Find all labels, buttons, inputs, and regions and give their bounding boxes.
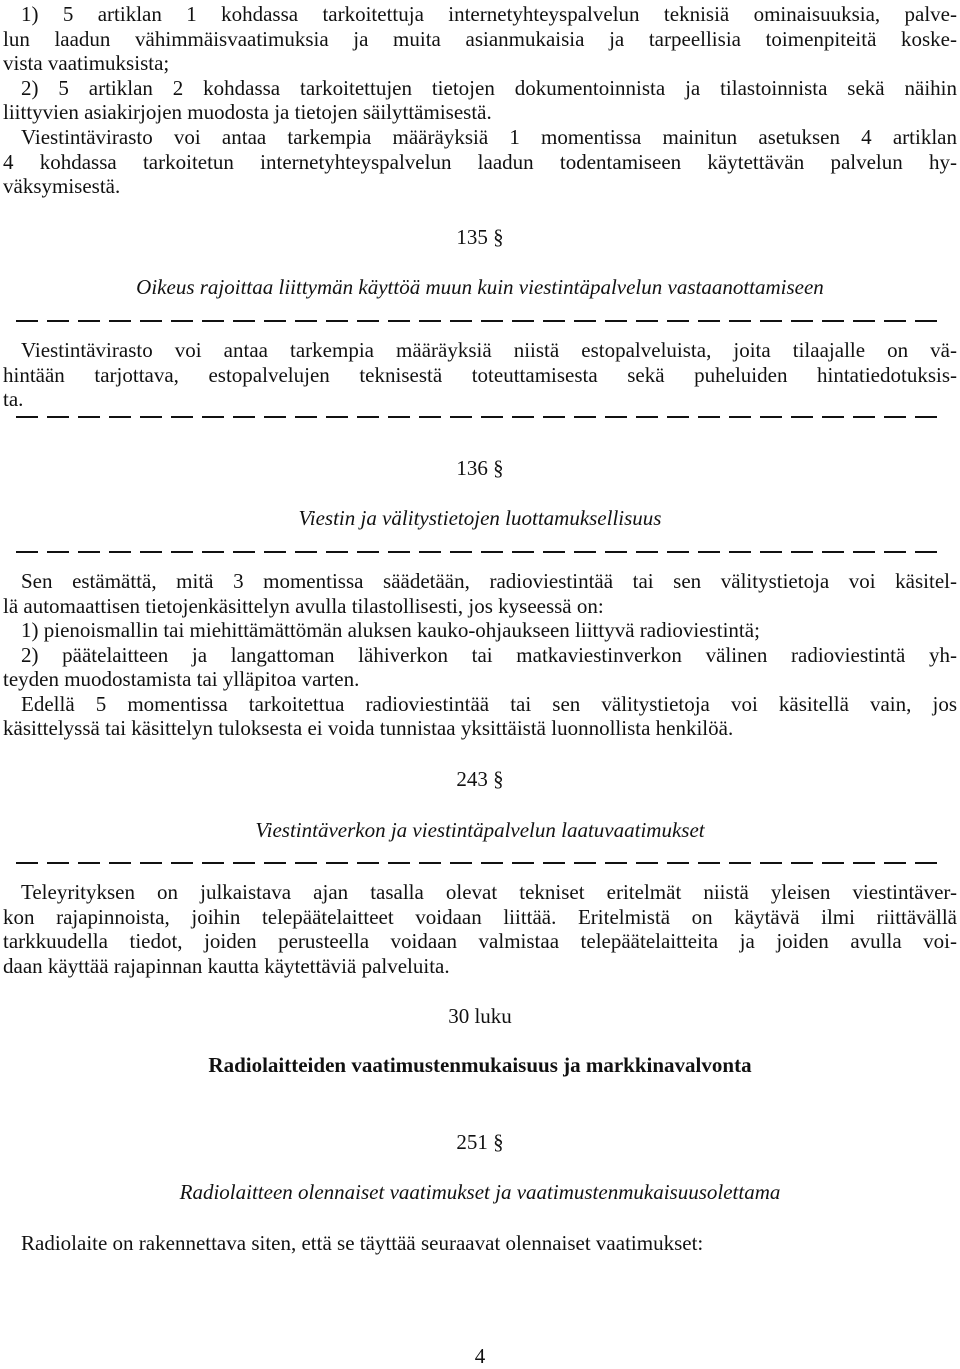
text-line: väksymisestä.: [3, 174, 121, 199]
text-line: Teleyrityksen on julkaistava ajan tasalla olevat tekniset eritelmät niistä yleisen viestintäver-: [21, 880, 957, 905]
intro-block: [3, 2, 957, 199]
text-line: liittyvien asiakirjojen muodosta ja tietojen säilyttämisestä.: [3, 100, 492, 125]
text-line: tarkkuudella tiedot, joiden perusteella voidaan valmistaa telepäätelaitteita ja joiden avulla voi-: [3, 929, 957, 954]
text-line: vista vaatimuksista;: [3, 51, 170, 76]
section-title: Oikeus rajoittaa liittymän käyttöä muun kuin viestintäpalvelun vastaanottamiseen: [136, 275, 824, 300]
omission-divider: [16, 320, 944, 322]
section-title: Viestin ja välitystietojen luottamuksellisuus: [298, 506, 662, 531]
section-title: Viestintäverkon ja viestintäpalvelun laatuvaatimukset: [255, 817, 705, 842]
text-line: lä automaattisen tietojenkäsittelyn avulla tilastollisesti, jos kyseessä on:: [3, 593, 604, 618]
chapter-30: [0, 1004, 960, 1078]
section-title: Radiolaitteen olennaiset vaatimukset ja vaatimustenmukaisuusolettama: [179, 1180, 781, 1205]
text-line: ta.: [3, 387, 24, 412]
text-line: Viestintävirasto voi antaa tarkempia määräyksiä niistä estopalveluista, joita tilaajalle on vä-: [21, 337, 957, 362]
text-line: lun laadun vähimmäisvaatimuksia ja muita asianmukaisia ja tarpeellisia toimenpiteitä koske-: [3, 26, 957, 51]
text-line: käsittelyssä tai käsittelyn tuloksesta ei voida tunnistaa yksittäistä luonnollista henkilöä.: [3, 716, 734, 741]
section-body: [3, 338, 957, 412]
text-line: 2) päätelaitteen ja langattoman lähiverkon tai matkaviestinverkon välinen radioviestintä yh-: [21, 642, 957, 667]
text-line: 4 kohdassa tarkoitetun internetyhteyspalvelun laadun todentamiseen käytettävän palvelun hy-: [3, 149, 957, 174]
section-243: [0, 767, 960, 979]
section-number: 135 §: [456, 224, 504, 249]
section-number: 243 §: [456, 767, 504, 792]
page-number: 4: [474, 1344, 486, 1368]
text-line: Edellä 5 momentissa tarkoitettua radioviestintää tai sen välitystietoja voi käsitellä vain, jos: [21, 691, 957, 716]
section-number: 251 §: [456, 1129, 504, 1154]
section-body: [3, 1231, 957, 1256]
section-136: [0, 456, 960, 741]
section-135: [0, 225, 960, 418]
section-251: [0, 1130, 960, 1256]
chapter-title: Radiolaitteiden vaatimustenmukaisuus ja markkinavalvonta: [208, 1053, 752, 1078]
text-line: daan käyttää rajapinnan kautta käytettäviä palveluita.: [3, 954, 450, 979]
section-body: [3, 880, 957, 978]
omission-divider: [16, 416, 944, 418]
text-line: hintään tarjottava, estopalvelujen teknisestä toteuttamisesta sekä puheluiden hintatiedotuksis-: [3, 362, 957, 387]
text-line: 1) 5 artiklan 1 kohdassa tarkoitettuja internetyhteyspalvelun teknisiä ominaisuuksia, palve-: [21, 2, 957, 26]
chapter-number: 30 luku: [448, 1003, 512, 1028]
omission-divider: [16, 862, 944, 864]
text-line: Viestintävirasto voi antaa tarkempia määräyksiä 1 momentissa mainitun asetuksen 4 artiklan: [21, 124, 957, 149]
text-line: 2) 5 artiklan 2 kohdassa tarkoitettujen tietojen dokumentoinnista ja tilastoinnista sekä näihin: [21, 75, 957, 100]
section-body: [3, 569, 957, 741]
text-line: teyden muodostamista tai ylläpitoa varten.: [3, 667, 360, 692]
text-line: 1) pienoismallin tai miehittämättömän aluksen kauko-ohjaukseen liittyvä radioviestintä;: [21, 618, 760, 643]
text-line: Sen estämättä, mitä 3 momentissa säädetään, radioviestintää tai sen välitystietoja voi käsitel-: [21, 568, 957, 593]
omission-divider: [16, 551, 944, 553]
section-number: 136 §: [456, 455, 504, 480]
text-line: kon rajapinnoista, joihin telepäätelaitteet voidaan liittää. Eritelmistä on käytävä ilmi riittävällä: [3, 904, 957, 929]
document-page: [0, 2, 960, 1256]
text-line: Radiolaite on rakennettava siten, että se täyttää seuraavat olennaiset vaatimukset:: [21, 1231, 704, 1255]
